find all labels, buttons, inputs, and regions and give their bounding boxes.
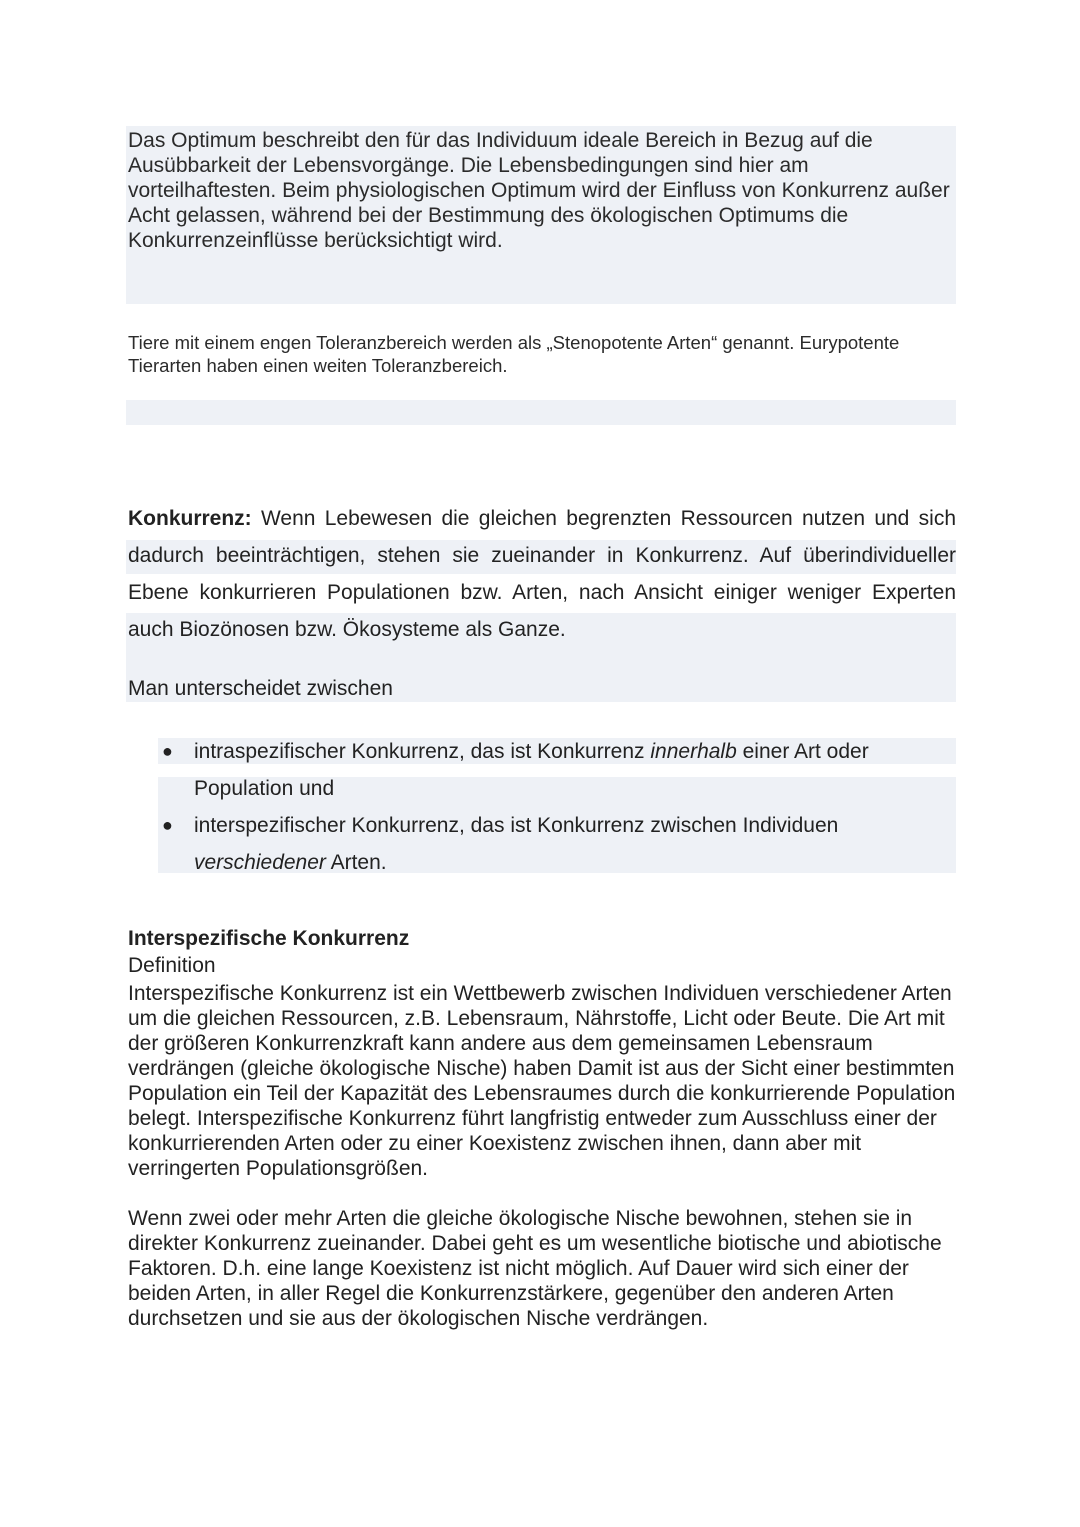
nische-paragraph: Wenn zwei oder mehr Arten die gleiche ökologische Nische bewohnen, stehen sie in direkter Konkurrenz zueinander. Dabei geht es um wesentliche biotische und abiotische Faktoren. D.h. eine lange Koexistenz ist nicht möglich. Auf Dauer wird sich einer der beiden Arten, in aller Regel die Konkurrenzstärkere, gegenüber den anderen Arten durchsetzen und sie aus der ökologischen Nische verdrängen. xyxy=(128,1207,942,1330)
bullet-icon: ● xyxy=(162,815,173,835)
konkurrenz-term: Konkurrenz: xyxy=(128,507,252,530)
emphasis-innerhalb: innerhalb xyxy=(650,740,737,763)
toleranz-paragraph: Tiere mit einem engen Toleranzbereich werden als „Stenopotente Arten“ genannt. Eurypotente Tierarten haben einen weiten Toleranzbereich. xyxy=(128,332,900,376)
konkurrenz-paragraph xyxy=(128,500,956,648)
list-item-intraspezifisch: ● intraspezifischer Konkurrenz, das ist Konkurrenz innerhalb einer Art oder Population und xyxy=(158,733,954,807)
bullet-icon: ● xyxy=(162,741,173,761)
list-item-interspezifisch: ● interspezifischer Konkurrenz, das ist Konkurrenz zwischen Individuen verschiedener Arten. xyxy=(158,807,954,881)
konkurrenz-types-list xyxy=(158,733,954,881)
interspezifisch-heading: Interspezifische Konkurrenz xyxy=(128,927,410,950)
optimum-paragraph: Das Optimum beschreibt den für das Individuum ideale Bereich in Bezug auf die Ausübbarkeit der Lebensvorgänge. Die Lebensbedingungen sind hier am vorteilhaftesten. Beim physiologischen Optimum wird der Einfluss von Konkurrenz außer Acht gelassen, während bei der Bestimmung des ökologischen Optimums die Konkurrenzeinflüsse berücksichtigt wird. xyxy=(128,129,950,252)
emphasis-verschiedener: verschiedener xyxy=(194,851,326,874)
highlight-empty-band xyxy=(126,400,956,425)
definition-label: Definition xyxy=(128,954,216,977)
unterscheidung-intro: Man unterscheidet zwischen xyxy=(128,677,393,700)
definition-paragraph: Interspezifische Konkurrenz ist ein Wettbewerb zwischen Individuen verschiedener Arten um die gleichen Ressourcen, z.B. Lebensraum, Nährstoffe, Licht oder Beute. Die Art mit der größeren Konkurrenzkraft kann andere aus dem gemeinsamen Lebensraum verdrängen (gleiche ökologische Nische) haben Damit ist aus der Sicht einer bestimmten Population ein Teil der Kapazität des Lebensraumes durch die konkurrierende Population belegt. Interspezifische Konkurrenz führt langfristig entweder zum Ausschluss einer der konkurrierenden Arten oder zu einer Koexistenz zwischen ihnen, dann aber mit verringerten Populationsgrößen. xyxy=(128,982,956,1180)
konkurrenz-text: Wenn Lebewesen die gleichen begrenzten Ressourcen nutzen und sich dadurch beeinträchtigen, stehen sie zueinander in Konkurrenz. Auf überindividueller Ebene konkurrieren Populationen bzw. Arten, nach Ansicht einiger weniger Experten auch Biozönosen bzw. Ökosysteme als Ganze. xyxy=(128,507,956,641)
